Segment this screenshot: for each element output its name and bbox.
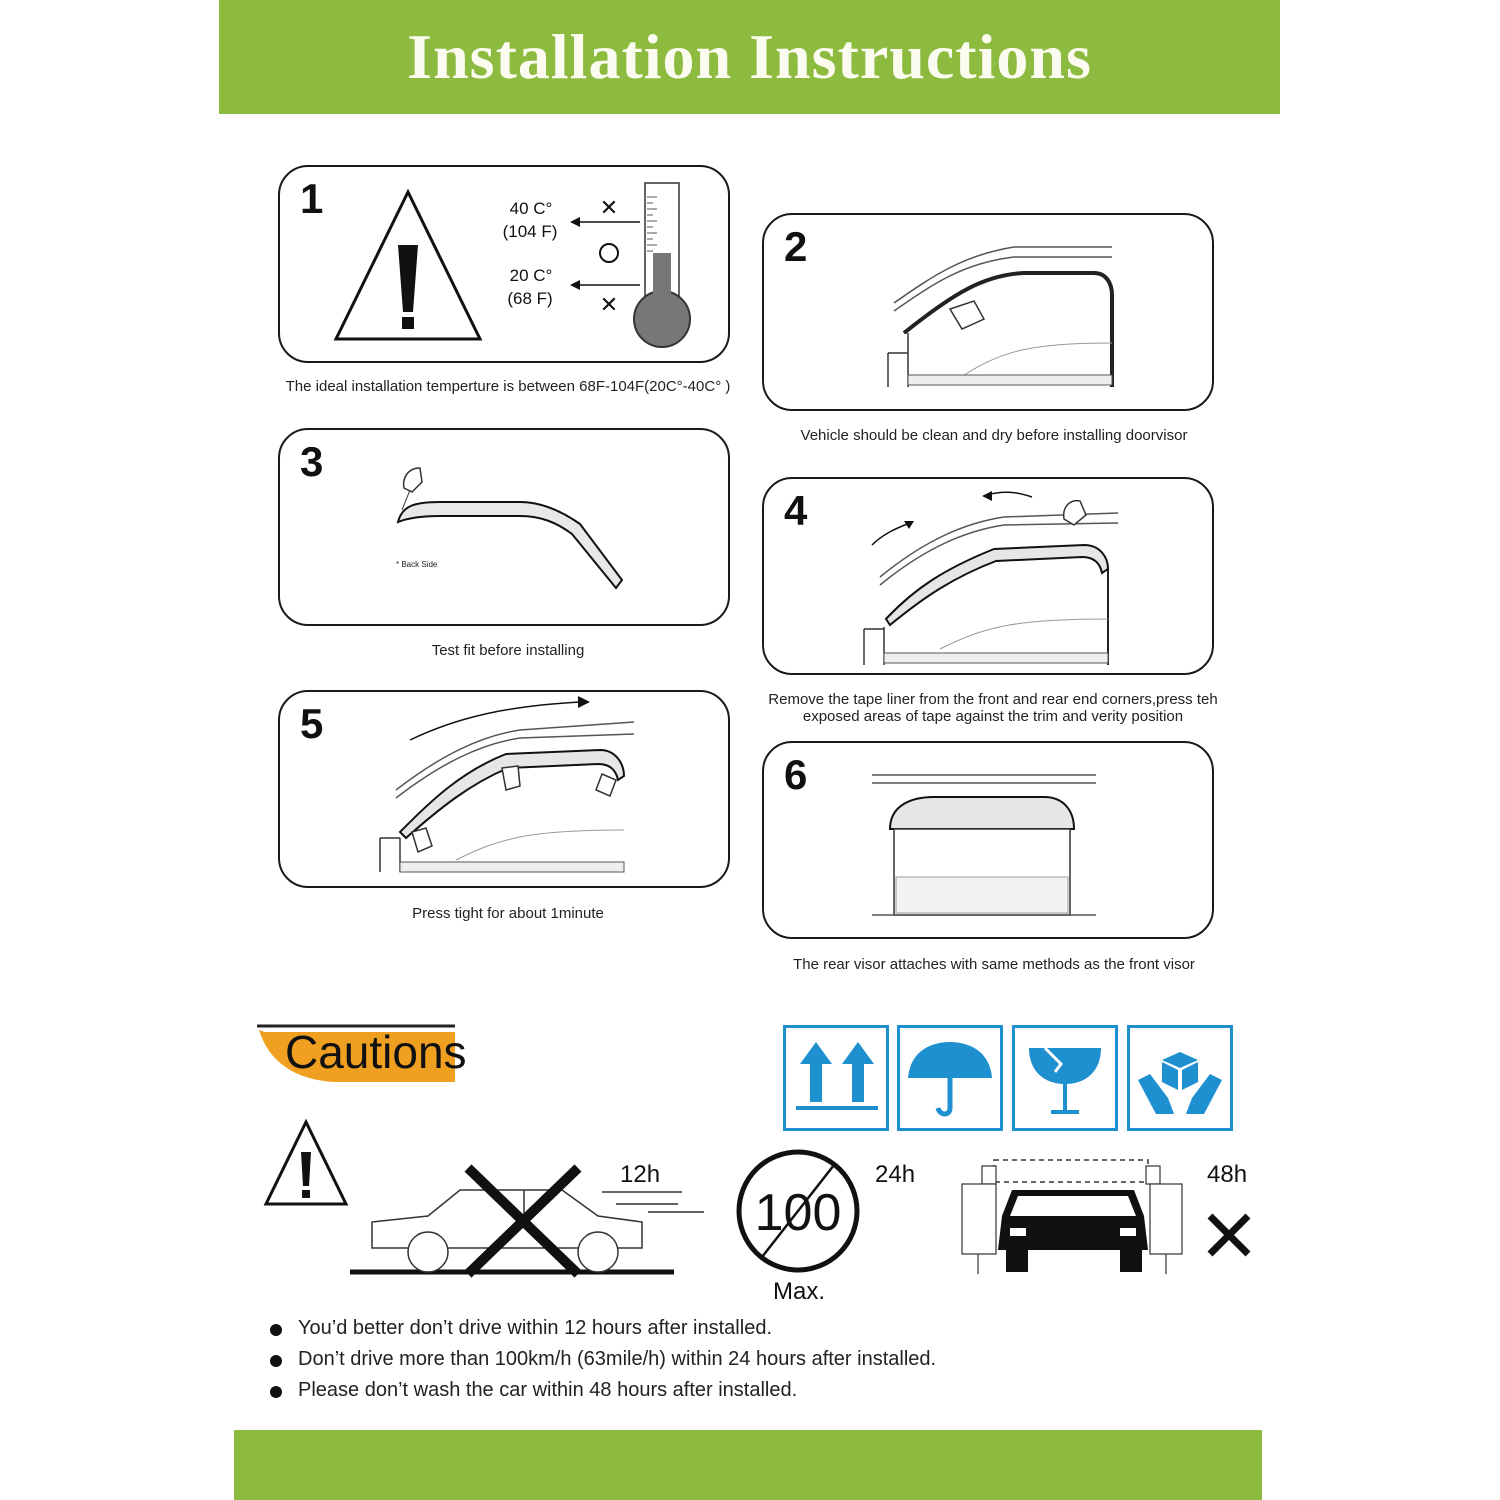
step-number: 3 — [300, 438, 324, 485]
step-number: 6 — [784, 751, 808, 798]
hand-icon — [404, 468, 422, 492]
svg-text:✕: ✕ — [599, 292, 619, 317]
tape-liner-illustration — [764, 479, 1216, 677]
keep-dry-icon — [897, 1025, 1003, 1131]
no-drive-hours: 12h — [620, 1161, 661, 1188]
step-number: 5 — [300, 700, 324, 747]
upper-temp-celsius: 40 C° — [509, 199, 553, 218]
cautions-title: Cautions — [285, 1026, 467, 1078]
page-title: Installation Instructions — [407, 21, 1092, 92]
speed-limit-value: 100 — [754, 1184, 842, 1242]
list-item: Please don’t wash the car within 48 hours after installed. — [268, 1375, 936, 1406]
speed-limit-hours: 24h — [875, 1161, 916, 1188]
step-4-panel — [762, 477, 1214, 675]
cautions-list — [268, 1313, 936, 1406]
hand-icon — [596, 774, 616, 796]
handle-with-care-icon — [1127, 1025, 1233, 1131]
step-6-panel — [762, 741, 1214, 939]
rear-visor-illustration — [764, 743, 1216, 941]
visor-backside-illustration — [280, 430, 732, 628]
cleaning-cloth-icon — [950, 301, 984, 329]
step-1-panel — [278, 165, 730, 363]
hand-icon — [412, 828, 432, 852]
svg-text:✕: ✕ — [599, 195, 619, 220]
press-visor-illustration — [280, 692, 732, 890]
step-number: 2 — [784, 223, 808, 270]
lower-temp-fahrenheit: (68 F) — [507, 289, 553, 308]
speed-limit-icon — [734, 1147, 864, 1277]
step-4-caption-line2: exposed areas of tape against the trim and verity position — [802, 708, 1184, 725]
no-car-wash-illustration — [958, 1154, 1188, 1278]
warning-triangle-icon — [262, 1118, 352, 1208]
lower-temp-celsius: 20 C° — [509, 266, 553, 285]
hand-icon — [1064, 501, 1086, 525]
step-3-panel — [278, 428, 730, 626]
step-number: 4 — [784, 487, 808, 534]
no-wash-hours: 48h — [1207, 1161, 1248, 1188]
step-2-panel — [762, 213, 1214, 411]
hand-icon — [502, 766, 520, 790]
speed-limit-caption: Max. — [773, 1278, 826, 1305]
door-frame-illustration — [764, 215, 1216, 413]
step-5-panel — [278, 690, 730, 888]
back-side-note: * Back Side — [396, 560, 438, 569]
fragile-icon — [1012, 1025, 1118, 1131]
upper-temp-fahrenheit: (104 F) — [502, 222, 558, 241]
step-1-caption: The ideal installation temperture is between 68F-104F(20C°-40C° ) — [285, 378, 731, 395]
this-way-up-icon — [783, 1025, 889, 1131]
list-item: Don’t drive more than 100km/h (63mile/h) within 24 hours after installed. — [268, 1344, 936, 1375]
no-driving-illustration — [348, 1160, 718, 1284]
prohibited-x-icon — [1206, 1212, 1252, 1258]
step-3-caption: Test fit before installing — [431, 642, 585, 659]
header-banner — [219, 0, 1280, 114]
step-5-caption: Press tight for about 1minute — [412, 905, 604, 922]
list-item: You’d better don’t drive within 12 hours after installed. — [268, 1313, 936, 1344]
footer-banner — [234, 1430, 1262, 1500]
step-number: 1 — [300, 175, 324, 222]
step-6-caption: The rear visor attaches with same methods as the front visor — [793, 956, 1195, 973]
step-4-caption-line1: Remove the tape liner from the front and rear end corners,press teh — [768, 691, 1218, 708]
step-2-caption: Vehicle should be clean and dry before installing doorvisor — [800, 427, 1188, 444]
